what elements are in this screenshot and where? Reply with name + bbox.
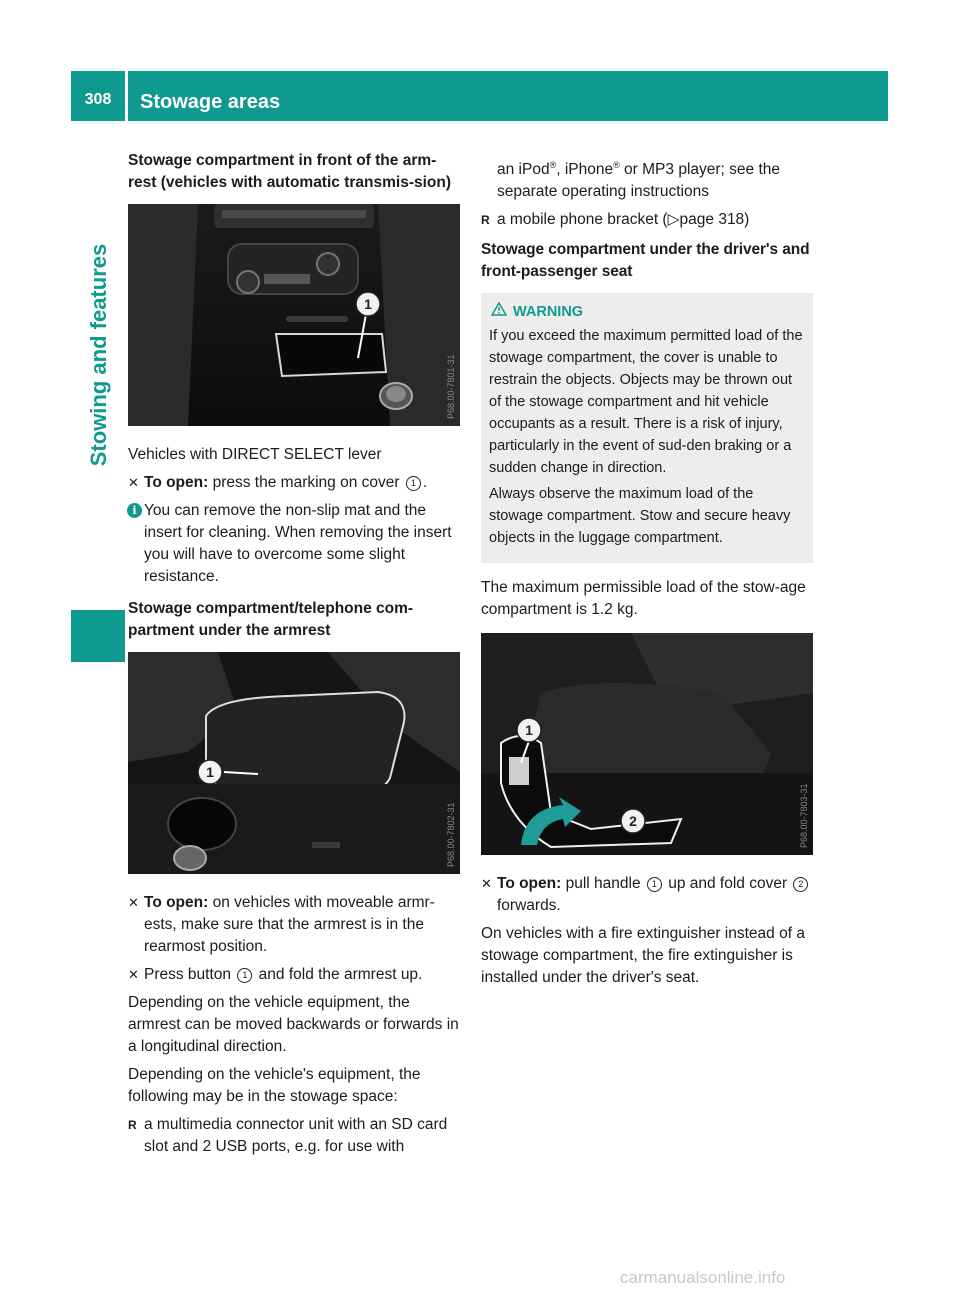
seat-stowage-photo [481, 633, 813, 855]
text-iphone: , iPhone [556, 161, 614, 179]
center-console-photo [128, 204, 460, 426]
open-text-b: up and fold cover [668, 875, 788, 893]
open-label: To open: [144, 894, 209, 911]
page-number: 308 [84, 91, 112, 108]
left-column [128, 150, 460, 1164]
warning-triangle-icon [491, 301, 507, 323]
vehicles-direct-select: Vehicles with DIRECT SELECT lever [128, 446, 382, 463]
multimedia-bullet-cont [481, 154, 813, 203]
page-ref-link[interactable]: page 318) [679, 211, 750, 229]
section-heading-armrest-front: Stowage compartment in front of the arm-rest (vehicles with automatic transmis-sion) [128, 152, 452, 191]
info-icon: i [127, 503, 142, 518]
depending-note-2: Depending on the vehicle's equipment, the following may be in the stowage space: [128, 1066, 421, 1105]
bullet-r-icon: R [481, 213, 490, 228]
text-mp3: or MP3 player; see the separate operating instructions [497, 161, 780, 201]
callout-2-icon: 2 [793, 877, 808, 892]
warning-header [489, 301, 805, 323]
warning-text-2: Always observe the maximum load of the stowage compartment. Stow and secure heavy objects in the luggage compartment. [489, 486, 791, 547]
open-text: press the marking on cover [212, 474, 400, 491]
photo1-callout: 1 [364, 296, 372, 312]
chapter-side-tab-label: Stowing and features [86, 243, 111, 467]
arrow-x-icon: ✕ [128, 475, 139, 490]
arrow-x-icon: ✕ [128, 895, 139, 910]
photo3-code: P68.00-7803-31 [799, 783, 809, 849]
phone-bracket-bullet [481, 209, 813, 231]
warning-title: WARNING [513, 304, 584, 321]
press-button-text-b: and fold the armrest up. [258, 966, 423, 983]
right-column [481, 150, 813, 995]
warning-text-1: If you exceed the maximum permitted load of the stowage compartment, the cover is unable to restrain the objects. Objects may be thrown out of the stowage compartment and hit vehicle occupants as a result. There is a risk of injury, particularly in the event of sud-den braking or a sudden change in direction. [489, 328, 803, 477]
open-label: To open: [144, 474, 209, 491]
bullet-text: a multimedia connector unit with an SD card slot and 2 USB ports, e.g. for use with [144, 1116, 448, 1155]
open-label: To open: [497, 875, 562, 893]
reg-mark: ® [613, 160, 620, 170]
open-text-a: pull handle [565, 875, 641, 893]
section-heading-seat: Stowage compartment under the driver's and front-passenger seat [481, 241, 810, 281]
max-load-note: The maximum permissible load of the stow-age compartment is 1.2 kg. [481, 579, 806, 619]
page-ref-arrow-icon: ▷ [667, 211, 680, 229]
footer-watermark: carmanualsonline.info [620, 1268, 786, 1287]
arrow-x-icon: ✕ [128, 967, 139, 982]
section-heading-armrest-under: Stowage compartment/telephone com-partment under the armrest [128, 600, 414, 639]
chapter-side-marker [71, 610, 125, 662]
callout-1-icon: 1 [647, 877, 662, 892]
callout-1-icon: 1 [406, 476, 421, 491]
photo3-callout-2: 2 [629, 813, 637, 830]
arrow-x-icon: ✕ [481, 876, 492, 892]
photo2-callout: 1 [206, 764, 214, 780]
press-button-instruction [128, 964, 460, 986]
open-instruction-3 [481, 873, 813, 917]
info-text: You can remove the non-slip mat and the insert for cleaning. When removing the insert you will have to overcome some slight resistance. [144, 502, 452, 585]
page-title: Stowage areas [140, 91, 281, 113]
text-ipod: an iPod [497, 161, 550, 179]
open-instruction-1: ✕ To open: press the marking on cover 1 . [128, 472, 460, 494]
open-text: on vehicles with moveable armr-ests, make sure that the armrest is in the rearmost position. [144, 894, 435, 955]
phone-bracket-text: a mobile phone bracket ( [497, 211, 668, 229]
warning-box [481, 293, 813, 563]
depending-note-1: Depending on the vehicle equipment, the armrest can be moved backwards or forwards in a longitudinal direction. [128, 994, 459, 1055]
photo1-code: P68.00-7801-31 [446, 354, 456, 419]
reg-mark: ® [549, 160, 557, 170]
press-button-text-a: Press button [144, 966, 232, 983]
armrest-photo [128, 652, 460, 874]
header-divider [125, 71, 128, 121]
chapter-side-tab [86, 120, 112, 590]
info-note [128, 500, 460, 588]
callout-1-icon: 1 [237, 968, 252, 983]
open-instruction-2 [128, 892, 460, 958]
photo3-callout-1: 1 [525, 722, 533, 739]
photo2-code: P68.00-7802-31 [446, 802, 456, 867]
bullet-r-icon: R [128, 1118, 137, 1132]
open-text-c: forwards. [497, 897, 561, 915]
fire-extinguisher-note: On vehicles with a fire extinguisher instead of a stowage compartment, the fire extinguisher is installed under the driver's seat. [481, 925, 805, 987]
multimedia-bullet [128, 1114, 460, 1158]
